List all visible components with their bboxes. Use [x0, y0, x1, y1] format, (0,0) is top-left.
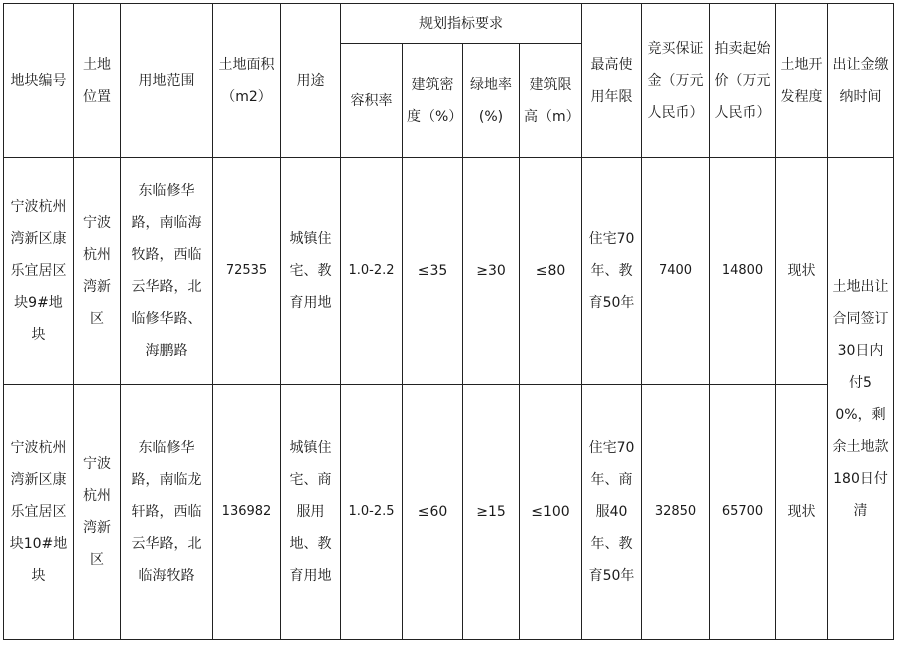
cell-density: ≤60 — [403, 385, 463, 640]
cell-location: 宁波杭州湾新区 — [74, 385, 121, 640]
header-start-price: 拍卖起始价（万元人民币） — [710, 4, 776, 158]
header-far: 容积率 — [341, 44, 403, 158]
header-planning: 规划指标要求 — [341, 4, 582, 44]
header-plot-no: 地块编号 — [4, 4, 74, 158]
header-green: 绿地率(%) — [463, 44, 520, 158]
cell-plot-no: 宁波杭州湾新区康乐宜居区块10#地块 — [4, 385, 74, 640]
header-term: 最高使用年限 — [582, 4, 642, 158]
cell-far: 1.0-2.2 — [341, 158, 403, 385]
cell-area: 136982 — [213, 385, 281, 640]
header-scope: 用地范围 — [121, 4, 213, 158]
cell-term: 住宅70年、教育50年 — [582, 158, 642, 385]
cell-deposit: 32850 — [642, 385, 710, 640]
header-usage: 用途 — [281, 4, 341, 158]
cell-term: 住宅70年、商服40年、教育50年 — [582, 385, 642, 640]
cell-scope: 东临修华路，南临海牧路，西临云华路，北临修华路、海鹏路 — [121, 158, 213, 385]
header-payment: 出让金缴纳时间 — [828, 4, 894, 158]
cell-far: 1.0-2.5 — [341, 385, 403, 640]
table-row — [4, 385, 894, 640]
cell-scope: 东临修华路，南临龙轩路，西临云华路，北临海牧路 — [121, 385, 213, 640]
cell-height: ≤80 — [520, 158, 582, 385]
header-area: 土地面积（m2） — [213, 4, 281, 158]
cell-green: ≥30 — [463, 158, 520, 385]
cell-green: ≥15 — [463, 385, 520, 640]
cell-location: 宁波杭州湾新区 — [74, 158, 121, 385]
header-density: 建筑密度（%） — [403, 44, 463, 158]
header-deposit: 竞买保证金（万元人民币） — [642, 4, 710, 158]
cell-density: ≤35 — [403, 158, 463, 385]
header-dev: 土地开发程度 — [776, 4, 828, 158]
cell-height: ≤100 — [520, 385, 582, 640]
cell-payment: 土地出让合同签订30日内付50%，剩余土地款180日付清 — [828, 158, 894, 640]
cell-dev: 现状 — [776, 158, 828, 385]
cell-area: 72535 — [213, 158, 281, 385]
land-auction-table — [3, 3, 894, 640]
table-row — [4, 158, 894, 385]
header-location: 土地位置 — [74, 4, 121, 158]
cell-dev: 现状 — [776, 385, 828, 640]
header-height: 建筑限高（m） — [520, 44, 582, 158]
cell-usage: 城镇住宅、教育用地 — [281, 158, 341, 385]
cell-usage: 城镇住宅、商服用地、教育用地 — [281, 385, 341, 640]
cell-start-price: 65700 — [710, 385, 776, 640]
cell-start-price: 14800 — [710, 158, 776, 385]
cell-deposit: 7400 — [642, 158, 710, 385]
cell-plot-no: 宁波杭州湾新区康乐宜居区块9#地块 — [4, 158, 74, 385]
